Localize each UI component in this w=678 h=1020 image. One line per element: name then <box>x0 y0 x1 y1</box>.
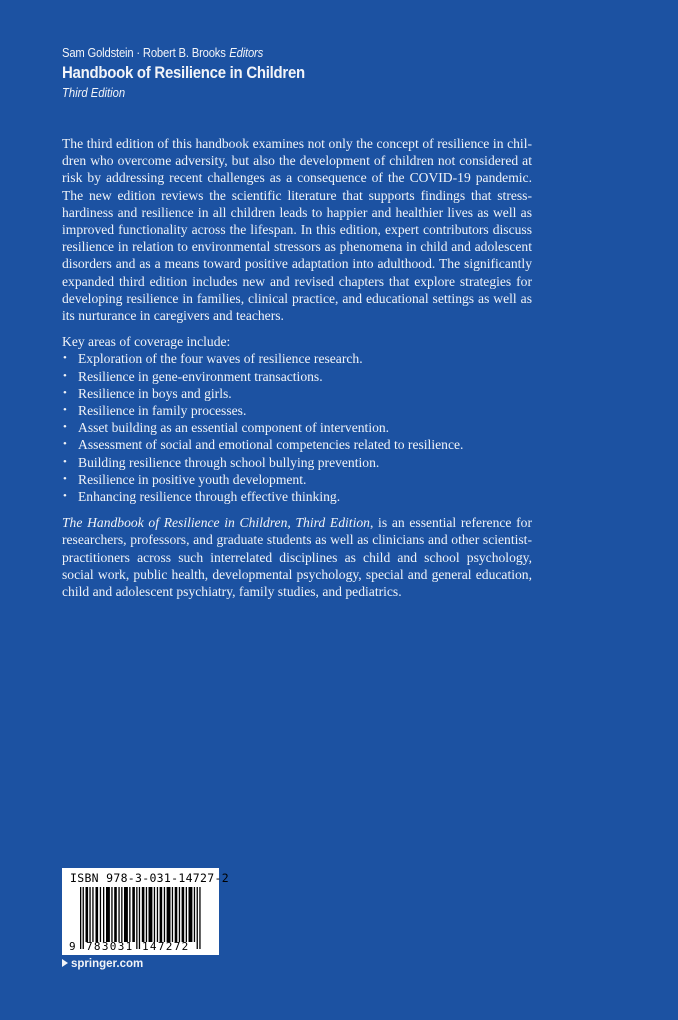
editors-role: Editors <box>229 46 264 60</box>
list-item-text: Asset building as an essential component of intervention. <box>78 420 390 436</box>
list-item <box>62 471 532 488</box>
list-item <box>62 402 532 419</box>
list-item-text: Enhancing resilience through effective thinking. <box>78 489 341 505</box>
list-item <box>62 454 532 471</box>
book-title-italic: The Handbook of Resilience in Children, Third Edition <box>62 515 370 531</box>
list-item <box>62 368 532 385</box>
list-item-text: Resilience in boys and girls. <box>78 385 232 401</box>
back-cover-blurb <box>62 135 532 600</box>
edition-label: Third Edition <box>62 86 126 100</box>
list-item <box>62 488 532 505</box>
barcode-left-digits: 783031 <box>86 940 134 953</box>
barcode-lead-digit: 9 <box>69 940 76 953</box>
list-item-text: Resilience in gene-environment transactions. <box>78 368 323 384</box>
list-item <box>62 419 532 436</box>
closing-text: , is an essential reference for researchers, professors, and graduate students as well as clinicians and other scientist-practitioners across such interrelated disciplines as child and school psychology, social work, public health, developmental psychology, special and general education, child and adolescent psychiatry, family studies, and pediatrics. <box>62 515 532 600</box>
bullet-icon: • <box>63 352 67 365</box>
key-areas-heading: Key areas of coverage include: <box>62 334 231 350</box>
list-item-text: Exploration of the four waves of resilience research. <box>78 351 363 367</box>
barcode-icon <box>62 868 219 955</box>
bullet-icon: • <box>63 490 67 503</box>
list-item-text: Building resilience through school bullying prevention. <box>78 454 380 470</box>
bullet-icon: • <box>63 438 67 451</box>
key-areas-list <box>62 350 532 505</box>
bullet-icon: • <box>63 404 67 417</box>
list-item <box>62 350 532 367</box>
springer-link[interactable] <box>62 958 143 970</box>
cover-header <box>62 45 338 101</box>
bullet-icon: • <box>63 455 67 468</box>
isbn-barcode <box>62 868 229 955</box>
play-arrow-icon <box>62 959 68 967</box>
list-item <box>62 385 532 402</box>
springer-link-text: springer.com <box>71 958 144 970</box>
list-item <box>62 436 532 453</box>
book-title: Handbook of Resilience in Children <box>62 63 305 82</box>
bullet-icon: • <box>63 472 67 485</box>
isbn-label: ISBN 978-3-031-14727-2 <box>70 871 229 885</box>
bullet-icon: • <box>63 386 67 399</box>
editors-line <box>62 45 310 61</box>
barcode-right-digits: 147272 <box>142 940 190 953</box>
bullet-icon: • <box>63 421 67 434</box>
list-item-text: Resilience in positive youth development. <box>78 471 307 487</box>
editor-names: Sam Goldstein · Robert B. Brooks <box>62 46 226 60</box>
intro-paragraph: The third edition of this handbook examines not only the concept of resilience in children who overcome adversity, but also the development of children not considered at risk by addressing recent challenges as a consequence of the COVID-19 pandemic. The new edition reviews the scientific literature that supports findings that stress-hardiness and resilience in all children leads to happier and healthier lives as well as improved functionality across the lifespan. In this edition, expert contributors discuss resilience in relation to environmental stressors as phenomena in child and adolescent disorders and as a means toward positive adaptation into adulthood. The significantly expanded third edition includes new and revised chapters that explore strategies for developing resilience in families, clinical practice, and educational settings as well as its nurturance in caregivers and teachers. <box>62 136 532 324</box>
closing-paragraph <box>62 514 532 600</box>
list-item-text: Assessment of social and emotional competencies related to resilience. <box>78 437 464 453</box>
bullet-icon: • <box>63 369 67 382</box>
list-item-text: Resilience in family processes. <box>78 403 247 419</box>
